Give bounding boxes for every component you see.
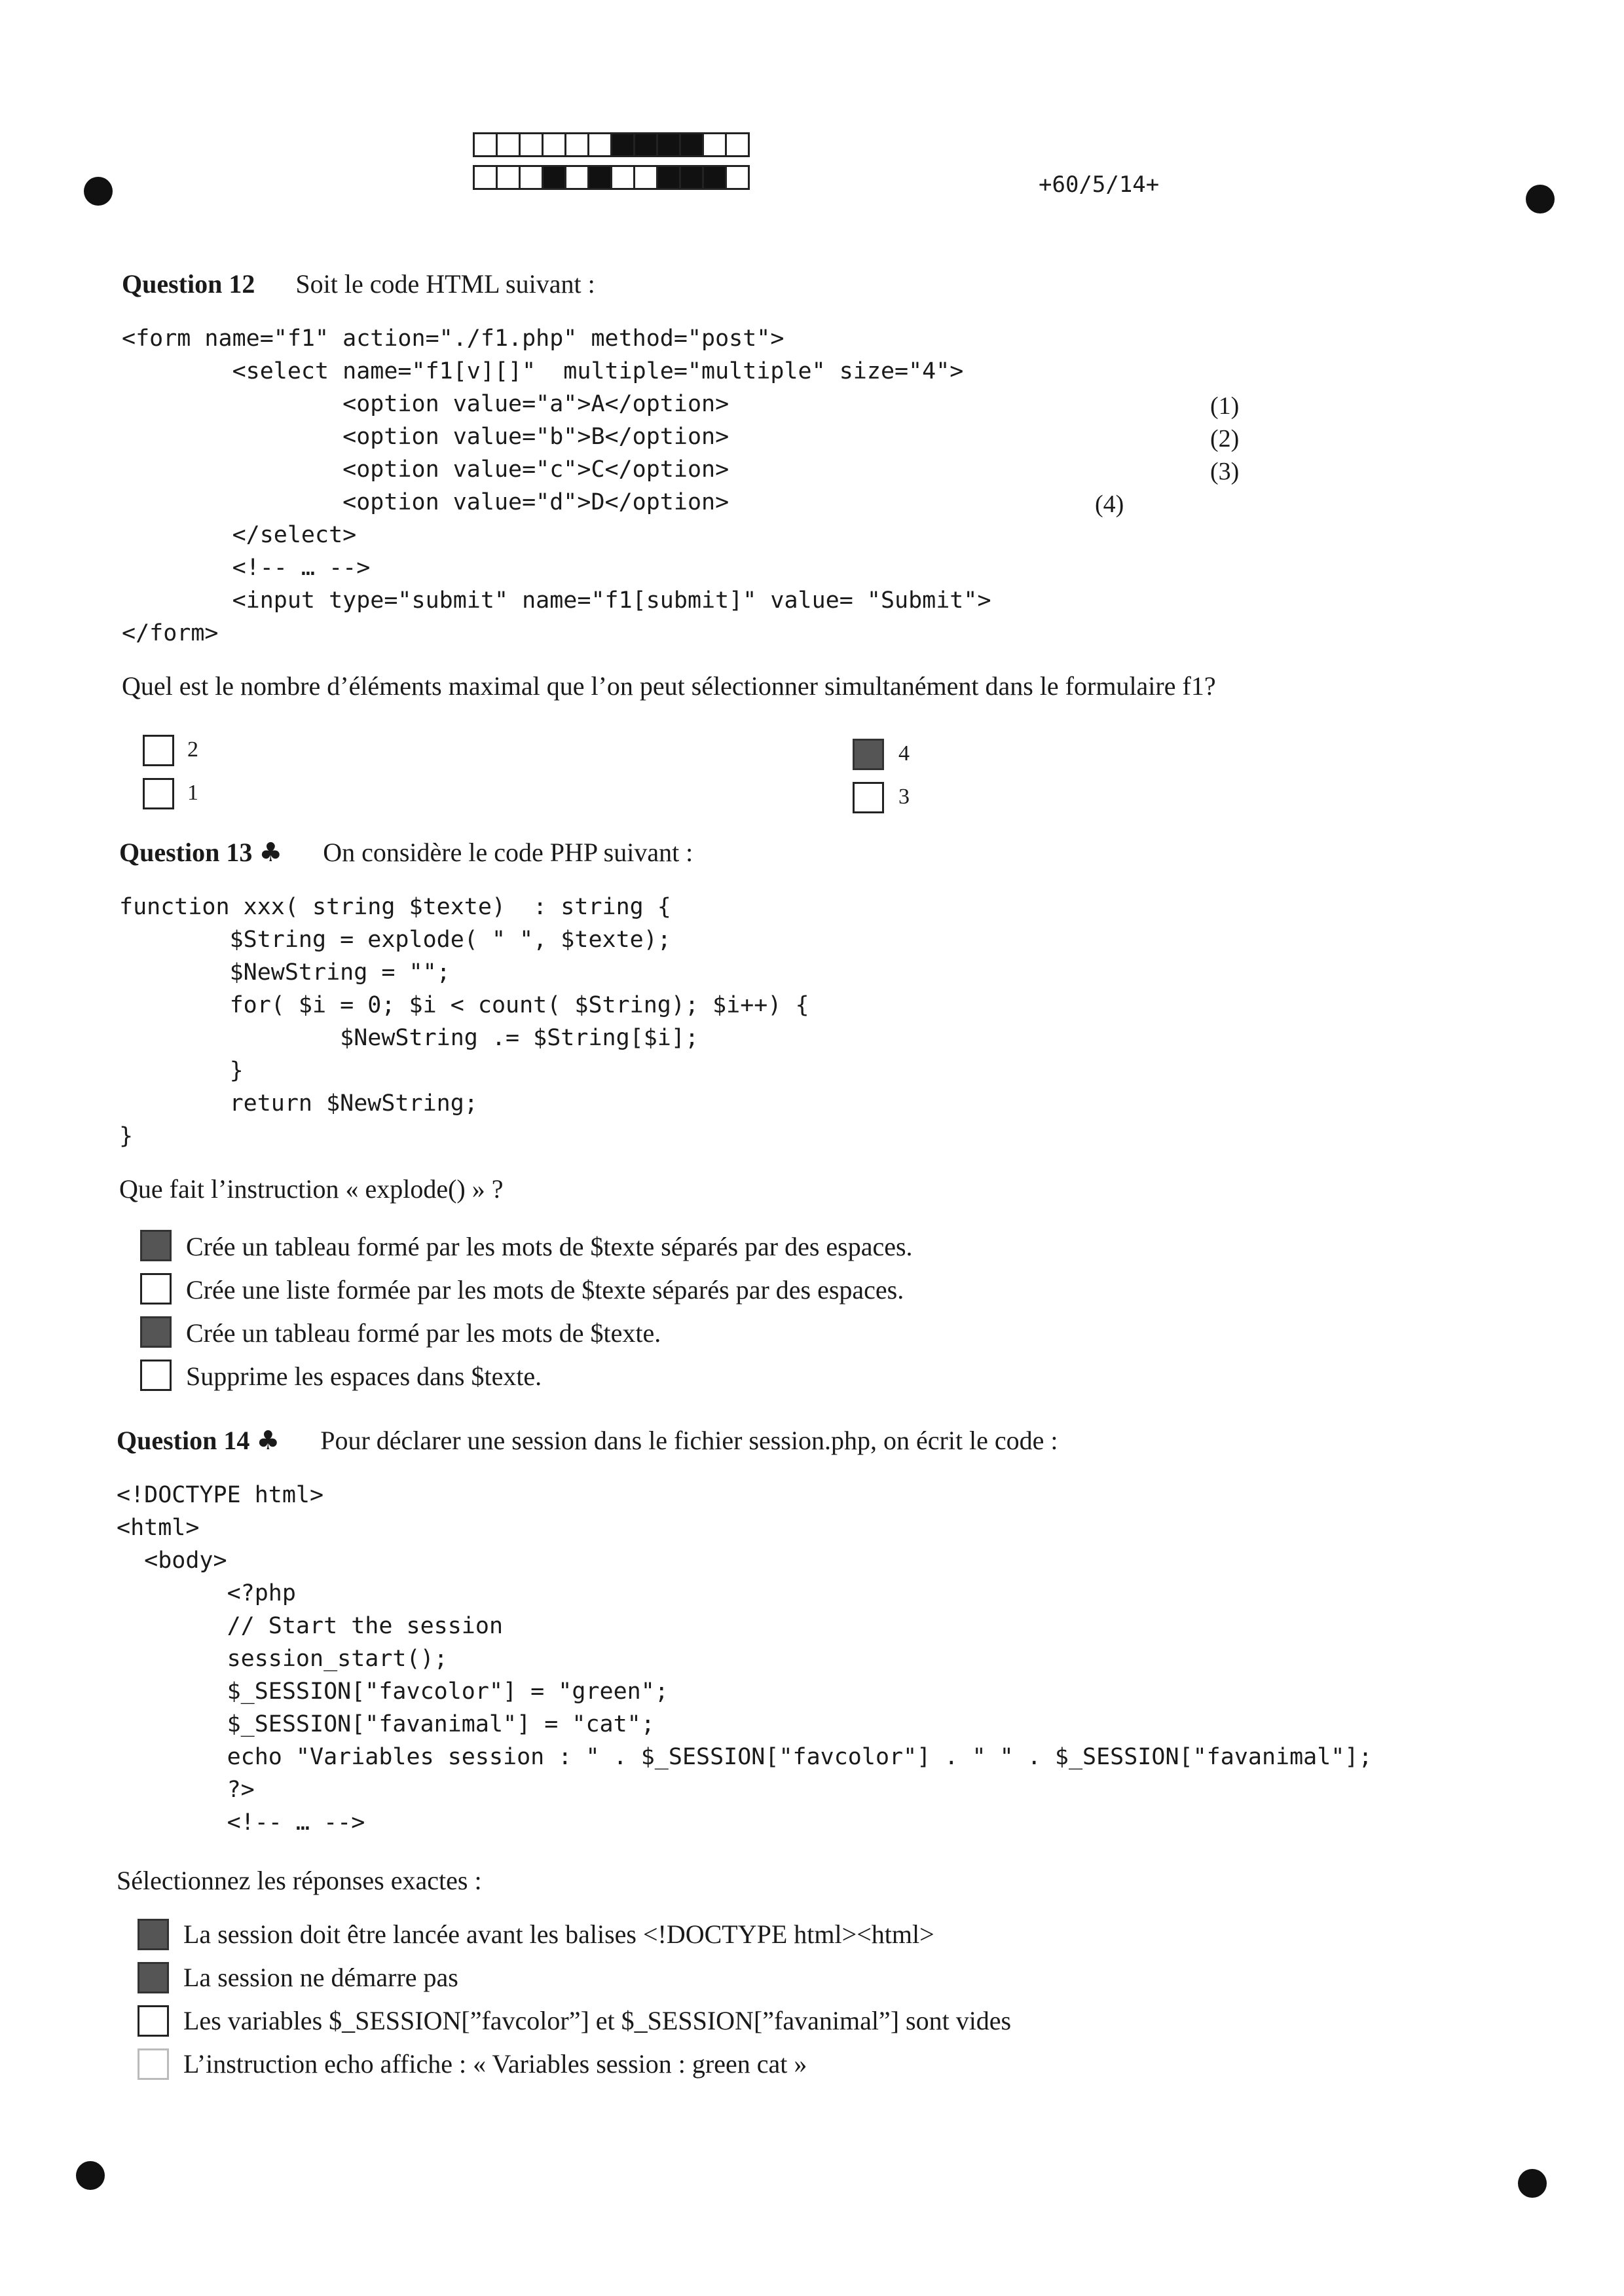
html-code-block bbox=[122, 322, 991, 650]
line-number-1: (1) bbox=[1210, 392, 1240, 420]
barcode-cell bbox=[656, 132, 681, 157]
barcode-cell bbox=[725, 132, 750, 157]
answer-checkbox-a[interactable] bbox=[140, 1230, 172, 1261]
barcode-cell bbox=[496, 132, 521, 157]
question-13-prompt: Que fait l’instruction « explode() » ? bbox=[119, 1174, 504, 1204]
barcode-row-2 bbox=[473, 165, 748, 190]
answer-checkbox-d[interactable] bbox=[138, 2048, 169, 2080]
barcode-cell bbox=[725, 165, 750, 190]
code-line: <option value="b">B</option> bbox=[122, 424, 729, 450]
code-line: <select name="f1[v][]" multiple="multiple" size="4"> bbox=[122, 358, 964, 384]
barcode-cell bbox=[564, 132, 589, 157]
code-line: session_start(); bbox=[117, 1646, 448, 1672]
code-line: } bbox=[119, 1123, 134, 1149]
barcode-cell bbox=[702, 132, 727, 157]
answer-checkbox-c[interactable] bbox=[138, 2005, 169, 2037]
answer-label-3: 3 bbox=[898, 785, 910, 809]
code-line: <!-- … --> bbox=[122, 555, 371, 581]
code-line: $_SESSION["favanimal"] = "cat"; bbox=[117, 1711, 655, 1737]
answer-label-a: Crée un tableau formé par les mots de $texte séparés par des espaces. bbox=[186, 1232, 913, 1261]
answer-label-b: Crée une liste formée par les mots de $texte séparés par des espaces. bbox=[186, 1275, 904, 1305]
barcode-cell bbox=[564, 165, 589, 190]
code-line: echo "Variables session : " . $_SESSION["favcolor"] . " " . $_SESSION["favanimal"]; bbox=[117, 1744, 1373, 1770]
barcode-cell bbox=[587, 165, 612, 190]
club-icon: ♣ bbox=[256, 1426, 280, 1456]
code-line: <!DOCTYPE html> bbox=[117, 1482, 324, 1508]
code-line: <form name="f1" action="./f1.php" method="post"> bbox=[122, 325, 784, 352]
code-line: <option value="c">C</option> bbox=[122, 456, 729, 483]
code-line: $NewString .= $String[$i]; bbox=[119, 1025, 699, 1051]
code-line: for( $i = 0; $i < count( $String); $i++) { bbox=[119, 992, 809, 1018]
answer-label-d: L’instruction echo affiche : « Variables session : green cat » bbox=[183, 2049, 807, 2079]
answer-checkbox-a[interactable] bbox=[138, 1919, 169, 1950]
answer-checkbox-1[interactable] bbox=[143, 778, 174, 809]
answer-label-1: 1 bbox=[187, 781, 198, 805]
barcode-cell bbox=[610, 132, 635, 157]
answer-label-a: La session doit être lancée avant les balises <!DOCTYPE html><html> bbox=[183, 1919, 934, 1949]
code-line: return $NewString; bbox=[119, 1090, 478, 1117]
code-line: <?php bbox=[117, 1580, 296, 1606]
code-line: </select> bbox=[122, 522, 357, 548]
code-line: $String = explode( " ", $texte); bbox=[119, 927, 671, 953]
answer-label-d: Supprime les espaces dans $texte. bbox=[186, 1361, 542, 1391]
barcode-cell bbox=[587, 132, 612, 157]
answer-label-2: 2 bbox=[187, 737, 198, 762]
barcode-cell bbox=[702, 165, 727, 190]
club-icon: ♣ bbox=[259, 838, 283, 868]
question-14-header bbox=[117, 1425, 1058, 1456]
code-line: function xxx( string $texte) : string { bbox=[119, 894, 671, 920]
answer-label-b: La session ne démarre pas bbox=[183, 1963, 458, 1992]
answer-label-c: Crée un tableau formé par les mots de $texte. bbox=[186, 1318, 661, 1348]
question-12-header bbox=[122, 268, 595, 299]
barcode-cell bbox=[656, 165, 681, 190]
code-line: <body> bbox=[117, 1547, 227, 1574]
session-code-block bbox=[117, 1479, 1373, 1839]
barcode-cell bbox=[473, 132, 498, 157]
question-number: Question 12 bbox=[122, 269, 255, 299]
answer-label-c: Les variables $_SESSION[”favcolor”] et $_SESSION[”favanimal”] sont vides bbox=[183, 2006, 1012, 2035]
answer-checkbox-c[interactable] bbox=[140, 1316, 172, 1348]
barcode-cell bbox=[519, 132, 544, 157]
page-code: +60/5/14+ bbox=[1039, 172, 1160, 198]
answer-checkbox-d[interactable] bbox=[140, 1360, 172, 1391]
barcode-row-1 bbox=[473, 132, 748, 157]
line-number-2: (2) bbox=[1210, 425, 1240, 453]
question-title: On considère le code PHP suivant : bbox=[323, 838, 693, 867]
barcode-cell bbox=[679, 132, 704, 157]
barcode-cell bbox=[633, 132, 658, 157]
code-line: <html> bbox=[117, 1515, 200, 1541]
code-line: $_SESSION["favcolor"] = "green"; bbox=[117, 1678, 669, 1705]
question-number: Question 14 ♣ bbox=[117, 1426, 280, 1456]
code-line: $NewString = ""; bbox=[119, 959, 451, 986]
answer-checkbox-b[interactable] bbox=[138, 1962, 169, 1993]
code-line: <!-- … --> bbox=[117, 1809, 365, 1836]
barcode-cell bbox=[542, 132, 566, 157]
php-code-block bbox=[119, 891, 809, 1153]
barcode-cell bbox=[542, 165, 566, 190]
answer-checkbox-3[interactable] bbox=[853, 782, 884, 813]
answer-checkbox-4[interactable] bbox=[853, 739, 884, 770]
barcode-cell bbox=[610, 165, 635, 190]
answer-checkbox-b[interactable] bbox=[140, 1273, 172, 1305]
question-title: Soit le code HTML suivant : bbox=[295, 269, 595, 299]
barcode-cell bbox=[633, 165, 658, 190]
code-line: ?> bbox=[117, 1777, 255, 1803]
barcode-cell bbox=[679, 165, 704, 190]
code-line: </form> bbox=[122, 620, 219, 646]
question-title: Pour déclarer une session dans le fichier session.php, on écrit le code : bbox=[320, 1426, 1058, 1455]
question-14-prompt: Sélectionnez les réponses exactes : bbox=[117, 1866, 482, 1895]
registration-mark-bottom-left bbox=[76, 2161, 105, 2190]
question-13-header bbox=[119, 837, 693, 868]
code-line: // Start the session bbox=[117, 1613, 504, 1639]
code-line: <option value="d">D</option> bbox=[122, 489, 729, 515]
barcode-cell bbox=[519, 165, 544, 190]
registration-mark-bottom-right bbox=[1518, 2169, 1547, 2198]
code-line: <option value="a">A</option> bbox=[122, 391, 729, 417]
answer-checkbox-2[interactable] bbox=[143, 735, 174, 766]
barcode-cell bbox=[473, 165, 498, 190]
line-number-4: (4) bbox=[1095, 491, 1124, 518]
code-line: } bbox=[119, 1058, 244, 1084]
question-12-prompt: Quel est le nombre d’éléments maximal que l’on peut sélectionner simultanément dans le formulaire f1? bbox=[122, 671, 1216, 701]
registration-mark-top-left bbox=[84, 177, 113, 206]
answer-label-4: 4 bbox=[898, 741, 910, 766]
line-number-3: (3) bbox=[1210, 458, 1240, 485]
question-number: Question 13 ♣ bbox=[119, 838, 283, 868]
code-line: <input type="submit" name="f1[submit]" value= "Submit"> bbox=[122, 587, 991, 614]
barcode-cell bbox=[496, 165, 521, 190]
registration-mark-top-right bbox=[1526, 185, 1555, 213]
